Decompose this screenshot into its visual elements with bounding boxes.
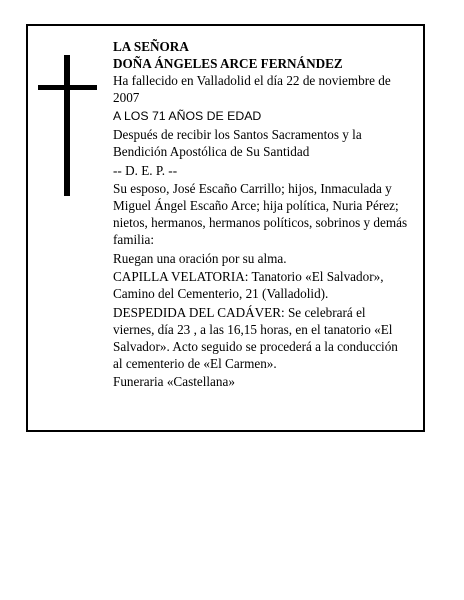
farewell-info: DESPEDIDA DEL CADÁVER: Se celebrará el viernes, día 23 , a las 16,15 horas, en el tanatorio «El Salvador». Acto seguido se procederá a la conducción al cementerio de «El Carmen».: [113, 304, 398, 371]
cross-icon: [64, 55, 70, 196]
obituary-text: [113, 38, 409, 392]
age-line: A LOS 71 AÑOS DE EDAD: [113, 108, 262, 123]
family-list: Su esposo, José Escaño Carrillo; hijos, Inmaculada y Miguel Ángel Escaño Arce; hija política, Nuria Pérez; nietos, hermanos, hermanos políticos, sobrinos y demás familia:: [113, 181, 408, 247]
notice-title: LA SEÑORA: [113, 39, 189, 54]
chapel-info: CAPILLA VELATORIA: Tanatorio «El Salvador», Camino del Cementerio, 21 (Valladolid).: [113, 269, 384, 301]
funeral-home: Funeraria «Castellana»: [113, 374, 235, 389]
prayer-request: Ruegan una oración por su alma.: [113, 250, 287, 266]
sacraments-line: Después de recibir los Santos Sacramentos y la Bendición Apostólica de Su Santidad: [113, 127, 362, 159]
rip-line: -- D. E. P. --: [113, 162, 178, 178]
cross-icon-bar: [38, 85, 97, 90]
death-announcement: Ha fallecido en Valladolid el día 22 de noviembre de 2007: [113, 73, 391, 105]
deceased-name: DOÑA ÁNGELES ARCE FERNÁNDEZ: [113, 56, 343, 71]
